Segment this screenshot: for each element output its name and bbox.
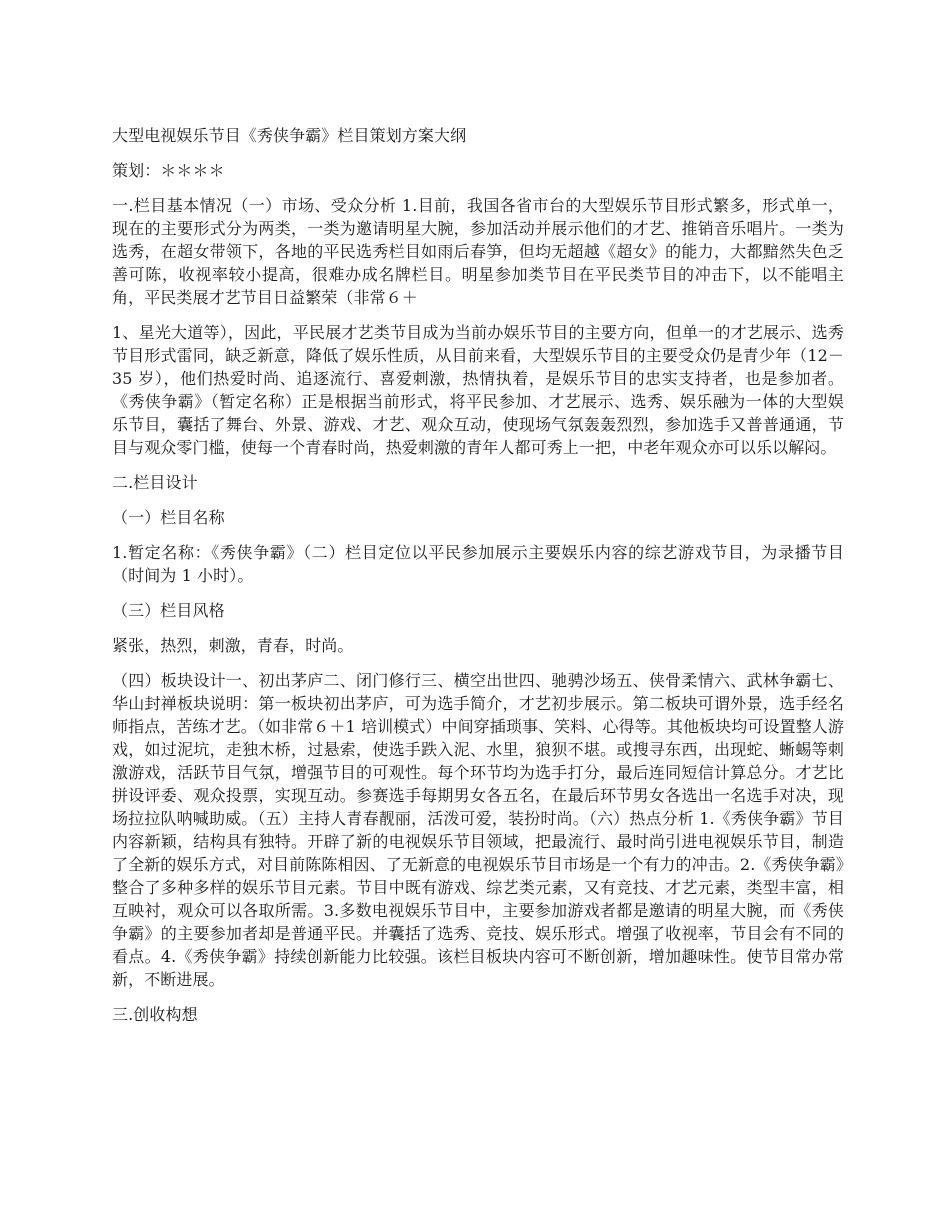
paragraph-audience: 1、星光大道等），因此，平民展才艺类节目成为当前办娱乐节目的主要方向，但单一的才艺展示、选秀节目形式雷同，缺乏新意，降低了娱乐性质，从目前来看，大型娱乐节目的主要受众仍是青少年（12－35 岁），他们热爱时尚、追逐流行、喜爱刺激，热情执着，是娱乐节目的忠实支持者，也是参加者。《秀侠争霸》（暂定名称）正是根据当前形式，将平民参加、才艺展示、选秀、娱乐融为一体的大型娱乐节目，囊括了舞台、外景、游戏、才艺、观众互动，使现场气氛轰轰烈烈，参加选手又普普通通，节目与观众零门槛，使每一个青春时尚，热爱刺激的青年人都可秀上一把，中老年观众亦可以乐以解闷。 [112,323,844,457]
document-body [112,124,844,1038]
paragraph-segment-design: （四）板块设计一、初出茅庐二、闭门修行三、横空出世四、驰骋沙场五、侠骨柔情六、武林争霸七、华山封禅板块说明：第一板块初出茅庐，可为选手简介，才艺初步展示。第二板块可谓外景，选手经名师指点，苦练才艺。（如非常６＋1 培训模式）中间穿插琐事、笑料、心得等。其他板块均可设置整人游戏，如过泥坑，走独木桥，过悬索，使选手跌入泥、水里，狼狈不堪。或搜寻东西，出现蛇、蜥蜴等刺激游戏，活跃节目气氛，增强节目的可观性。每个环节均为选手打分，最后连同短信计算总分。才艺比拼设评委、观众投票，实现互动。参赛选手每期男女各五名，在最后环节男女各选出一名选手对决，现场拉拉队呐喊助威。（五）主持人青春靓丽，活泼可爱，装扮时尚。（六）热点分析 1.《秀侠争霸》节目内容新颖，结构具有独特。开辟了新的电视娱乐节目领域，把最流行、最时尚引进电视娱乐节目，制造了全新的娱乐方式，对目前陈陈相因、了无新意的电视娱乐节目市场是一个有力的冲击。2.《秀侠争霸》整合了多种多样的娱乐节目元素。节目中既有游戏、综艺类元素，又有竞技、才艺元素，类型丰富，相互映衬，观众可以各取所需。3.多数电视娱乐节目中，主要参加游戏者都是邀请的明星大腕，而《秀侠争霸》的主要参加者却是普通平民。并囊括了选秀、竞技、娱乐形式。增强了收视率，节目会有不同的看点。4.《秀侠争霸》持续创新能力比较强。该栏目板块内容可不断创新，增加趣味性。使节目常办常新，不断进展。 [112,671,844,989]
paragraph-market-analysis: 一.栏目基本情况（一）市场、受众分析 1.目前，我国各省市台的大型娱乐节目形式繁多，形式单一，现在的主要形式分为两类，一类为邀请明星大腕，参加活动并展示他们的才艺、推销音乐唱片。一类为选秀，在超女带领下，各地的平民选秀栏目如雨后春笋，但均无超越《超女》的能力，大都黯然失色乏善可陈，收视率较小提高，很难办成名牌栏目。明星参加类节目在平民类节目的冲击下，以不能唱主角，平民类展才艺节目日益繁荣（非常６＋ [112,196,844,307]
paragraph-program-style: 紧张，热烈，刺激，青春，时尚。 [112,636,354,655]
subheading-program-style: （三）栏目风格 [112,601,225,620]
section-heading-design: 二.栏目设计 [112,473,198,492]
planner-line: 策划：＊＊＊＊ [112,161,225,180]
document-title: 大型电视娱乐节目《秀侠争霸》栏目策划方案大纲 [112,126,467,145]
subheading-program-name: （一）栏目名称 [112,508,225,527]
paragraph-program-name: 1.暂定名称：《秀侠争霸》（二）栏目定位以平民参加展示主要娱乐内容的综艺游戏节目，为录播节目（时间为 1 小时）。 [112,543,844,585]
section-heading-revenue: 三.创收构想 [112,1005,198,1024]
